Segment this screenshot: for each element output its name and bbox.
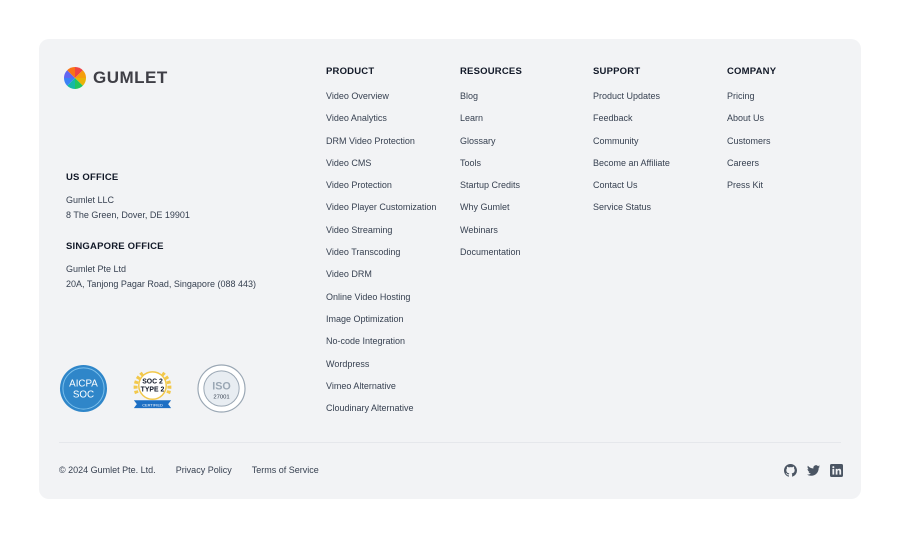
soc2-text: SOC 2 (142, 378, 163, 386)
column-resources (460, 66, 522, 263)
footer-link[interactable]: Learn (460, 113, 484, 124)
footer-bottom (59, 465, 319, 475)
office-title: US OFFICE (66, 172, 119, 183)
footer-link[interactable]: Why Gumlet (460, 202, 510, 213)
footer-link[interactable]: About Us (727, 113, 765, 124)
footer-link[interactable]: Video CMS (326, 157, 372, 168)
office-title: SINGAPORE OFFICE (66, 241, 164, 252)
column-title: SUPPORT (593, 66, 641, 77)
footer-link[interactable]: Video DRM (326, 269, 372, 280)
soc2-type2-badge (128, 364, 177, 413)
office-line: 8 The Green, Dover, DE 19901 (66, 210, 190, 220)
footer-link[interactable]: Documentation (460, 247, 521, 258)
iso-number-text: 27001 (213, 394, 230, 401)
footer (39, 39, 861, 499)
footer-link[interactable]: Video Player Customization (326, 202, 437, 213)
column-support (593, 66, 670, 219)
type2-text: TYPE 2 (140, 386, 165, 394)
iso-text: ISO (212, 380, 231, 393)
footer-link[interactable]: Feedback (593, 113, 633, 124)
footer-link[interactable]: Video Analytics (326, 113, 387, 124)
iso-27001-badge (197, 364, 246, 413)
office-line: Gumlet Pte Ltd (66, 264, 127, 274)
copyright: © 2024 Gumlet Pte. Ltd. (59, 465, 156, 475)
footer-link[interactable]: Video Protection (326, 180, 392, 191)
footer-link[interactable]: Product Updates (593, 91, 661, 101)
footer-link[interactable]: Press Kit (727, 180, 764, 191)
column-product (326, 66, 436, 419)
footer-link[interactable]: DRM Video Protection (326, 135, 415, 146)
footer-link[interactable]: Video Overview (326, 91, 389, 101)
footer-link[interactable]: Image Optimization (326, 313, 404, 324)
footer-link[interactable]: Wordpress (326, 358, 370, 369)
certified-text: CERTIFIED (142, 402, 163, 408)
footer-link[interactable]: Startup Credits (460, 180, 521, 191)
us-office (66, 172, 190, 223)
soc-text: SOC (72, 389, 95, 401)
office-line: 20A, Tanjong Pagar Road, Singapore (088 443) (66, 279, 256, 289)
singapore-office (66, 241, 256, 292)
linkedin-icon[interactable] (830, 464, 843, 477)
aicpa-text: AICPA (69, 378, 98, 390)
footer-link[interactable]: Cloudinary Alternative (326, 403, 414, 414)
footer-link[interactable]: Pricing (727, 91, 755, 101)
footer-divider (59, 442, 841, 443)
column-title: PRODUCT (326, 66, 375, 77)
certification-badges (59, 364, 246, 413)
column-title: COMPANY (727, 66, 777, 77)
column-title: RESOURCES (460, 66, 522, 77)
social-links (784, 464, 843, 477)
footer-link[interactable]: Webinars (460, 224, 498, 235)
footer-link[interactable]: Glossary (460, 135, 496, 146)
github-icon[interactable] (784, 464, 797, 477)
footer-link[interactable]: Vimeo Alternative (326, 380, 396, 391)
footer-link[interactable]: Video Transcoding (326, 247, 401, 258)
privacy-policy-link[interactable]: Privacy Policy (175, 465, 232, 475)
aicpa-soc-badge (59, 364, 108, 413)
footer-link[interactable]: No-code Integration (326, 336, 406, 347)
gumlet-pinwheel-icon (63, 66, 87, 90)
footer-link[interactable]: Customers (727, 135, 771, 146)
terms-of-service-link[interactable]: Terms of Service (251, 465, 319, 475)
footer-link[interactable]: Online Video Hosting (326, 291, 411, 302)
footer-link[interactable]: Contact Us (593, 180, 638, 191)
brand-name: GUMLET (93, 68, 168, 87)
footer-link[interactable]: Video Streaming (326, 224, 393, 235)
twitter-icon[interactable] (807, 464, 820, 477)
footer-link[interactable]: Community (593, 135, 639, 146)
footer-link[interactable]: Become an Affiliate (593, 157, 670, 168)
footer-link[interactable]: Tools (460, 157, 482, 168)
column-company (727, 66, 776, 196)
office-line: Gumlet LLC (66, 195, 115, 205)
footer-link[interactable]: Blog (460, 91, 479, 101)
footer-link[interactable]: Careers (727, 157, 760, 168)
brand[interactable] (63, 66, 168, 90)
footer-link[interactable]: Service Status (593, 202, 652, 213)
